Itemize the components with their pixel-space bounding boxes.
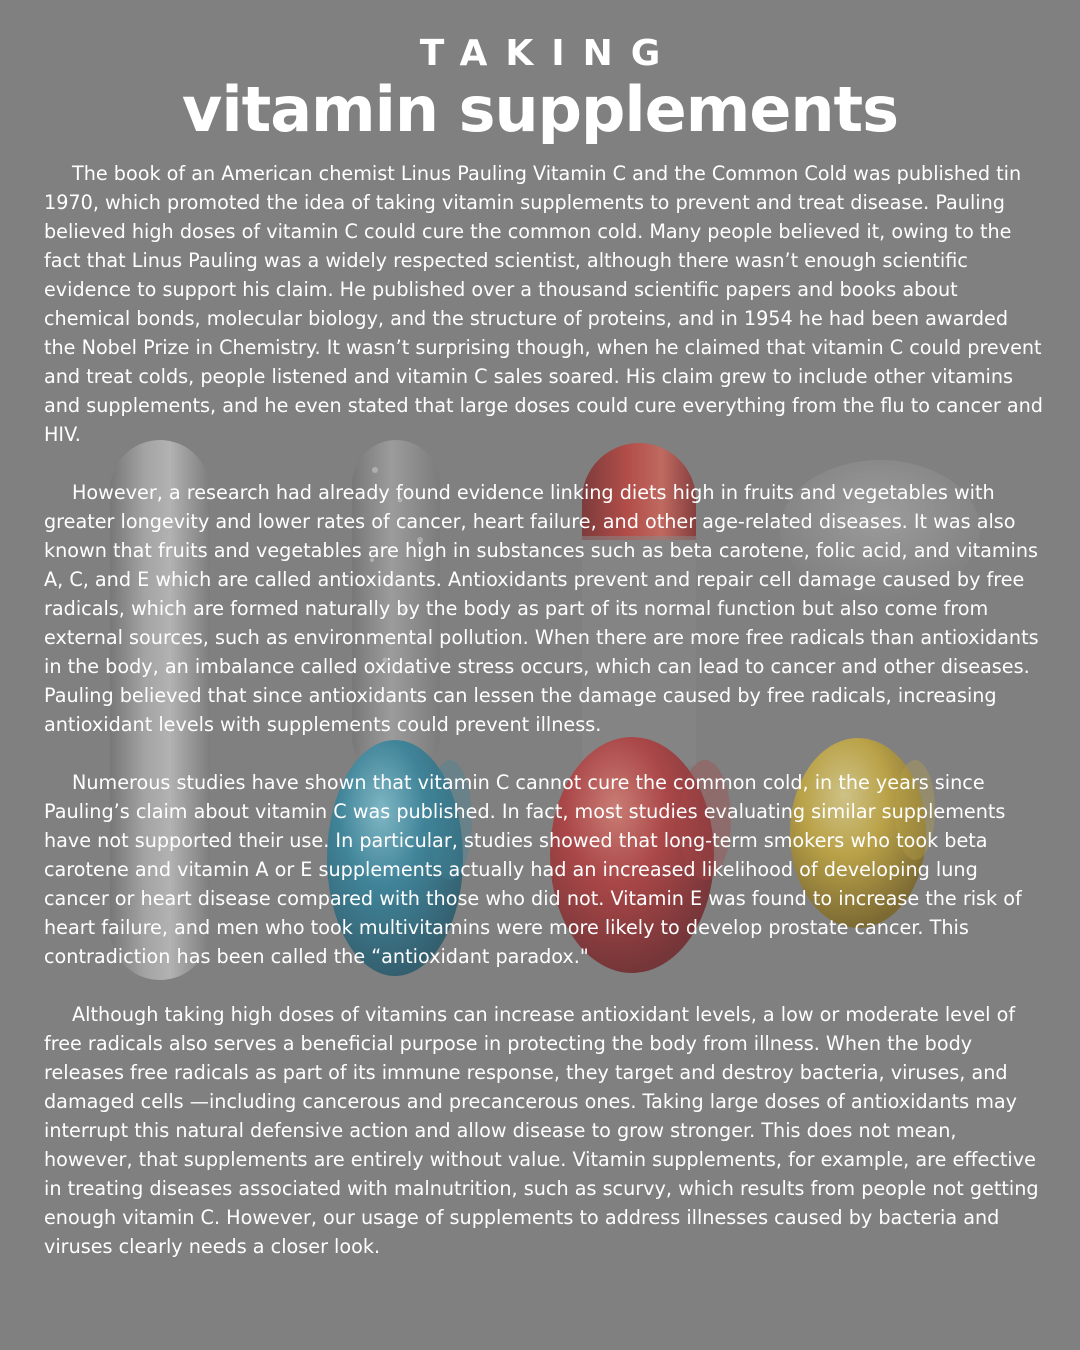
page-title: vitamin supplements [181,73,899,146]
article-paragraph-2: However, a research had already found evidence linking diets high in fruits and vegetables with greater longevity and lower rates of cancer, heart failure, and other age-related diseases. It was also known that fruits and vegetables are high in substances such as beta carotene, folic acid, and vitamins A, C, and E which are called antioxidants. Antioxidants prevent and repair cell damage caused by free radicals, which are formed naturally by the body as part of its normal function but also come from external sources, such as environmental pollution. When there are more free radicals than antioxidants in the body, an imbalance called oxidative stress occurs, which can lead to cancer and other diseases. Pauling believed that since antioxidants can lessen the damage caused by free radicals, increasing antioxidant levels with supplements could prevent illness. [44,481,1039,736]
header-kicker: TAKING [419,33,679,74]
article-paragraph-4: Although taking high doses of vitamins can increase antioxidant levels, a low or moderate level of free radicals also serves a beneficial purpose in protecting the body from illness. When the body releases free radicals as part of its immune response, they target and destroy bacteria, viruses, and damaged cells —including cancerous and precancerous ones. Taking large doses of antioxidants may interrupt this natural defensive action and allow disease to grow stronger. This does not mean, however, that supplements are entirely without value. Vitamin supplements, for example, are effective in treating diseases associated with malnutrition, such as scurvy, which results from people not getting enough vitamin C. However, our usage of supplements to address illnesses caused by bacteria and viruses clearly needs a closer look. [44,1003,1039,1258]
article-paragraph-1: The book of an American chemist Linus Pauling Vitamin C and the Common Cold was published tin 1970, which promoted the idea of taking vitamin supplements to prevent and treat disease. Pauling believed high doses of vitamin C could cure the common cold. Many people believed it, owing to the fact that Linus Pauling was a widely respected scientist, although there wasn’t enough scientific evidence to support his claim. He published over a thousand scientific papers and books about chemical bonds, molecular biology, and the structure of proteins, and in 1954 he had been awarded the Nobel Prize in Chemistry. It wasn’t surprising though, when he claimed that vitamin C could prevent and treat colds, people listened and vitamin C sales soared. His claim grew to include other vitamins and supplements, and he even stated that large doses could cure everything from the flu to cancer and HIV. [44,162,1043,446]
article-body [44,159,1044,1261]
article-paragraph-3: Numerous studies have shown that vitamin C cannot cure the common cold, in the years since Pauling’s claim about vitamin C was published. In fact, most studies evaluating similar supplements have not supported their use. In particular, studies showed that long-term smokers who took beta carotene and vitamin A or E supplements actually had an increased likelihood of developing lung cancer or heart disease compared with those who did not. Vitamin E was found to increase the risk of heart failure, and men who took multivitamins were more likely to develop prostate cancer. This contradiction has been called the “antioxidant paradox." [44,771,1022,968]
